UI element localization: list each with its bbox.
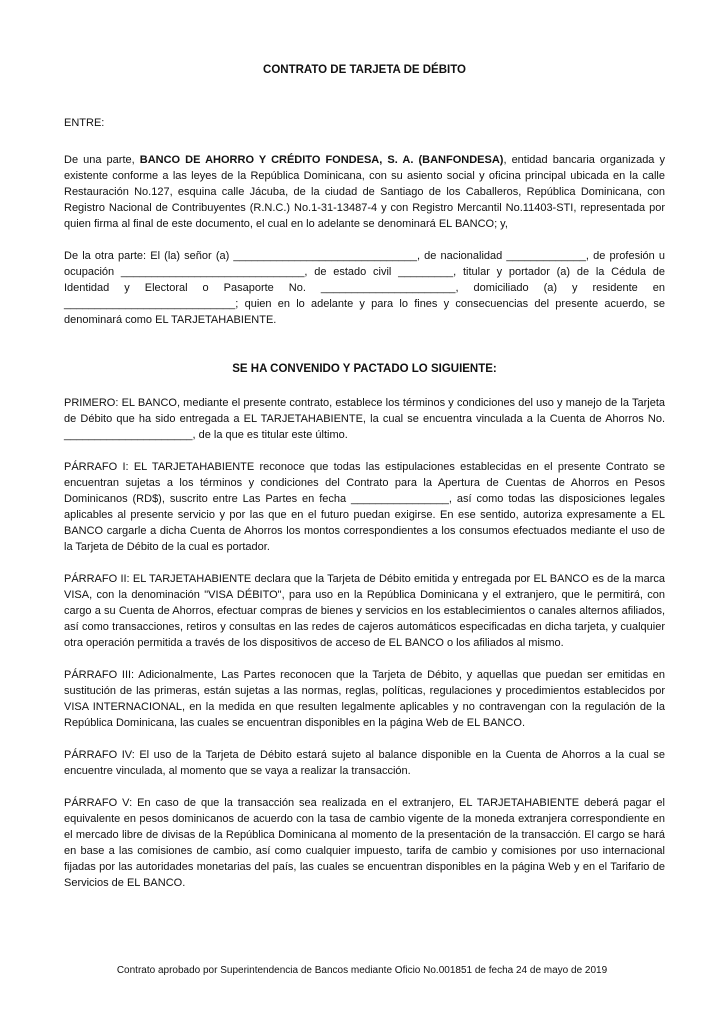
clause-parrafo-iii: PÁRRAFO III: Adicionalmente, Las Partes reconocen que la Tarjeta de Débito, y aquellas que puedan ser emitidas en sustitución de las primeras, están sujetas a las normas, reglas, políticas, regulaciones y procedimientos establecidos por VISA INTERNACIONAL, en la medida en que resulten legalmente aplicables y no contravengan con la regulación de la República Dominicana, las cuales se encuentran disponibles en la página Web de EL BANCO. [64,669,665,729]
clause-parrafo-ii: PÁRRAFO II: EL TARJETAHABIENTE declara que la Tarjeta de Débito emitida y entregada por EL BANCO es de la marca VISA, con la denominación "VISA DÉBITO", para uso en la República Dominicana y el extranjero, que le permitirá, con cargo a su Cuenta de Ahorros, efectuar compras de bienes y servicios en los establecimientos o canales alternos afiliados, así como transacciones, retiros y consultas en las redes de cajeros automáticos especificadas en dicha tarjeta, y cualquier otra operación permitida a través de los dispositivos de acceso de EL BANCO o los afiliados al mismo. [64,573,665,649]
approval-footer: Contrato aprobado por Superintendencia de Bancos mediante Oficio No.001851 de fecha 24 de mayo de 2019 [116,965,608,976]
party-bank-paragraph [64,152,665,232]
agreement-heading: SE HA CONVENIDO Y PACTADO LO SIGUIENTE: [232,363,497,375]
clause-parrafo-iv: PÁRRAFO IV: El uso de la Tarjeta de Débito estará sujeto al balance disponible en la Cuenta de Ahorros a la cual se encuentre vinculada, al momento que se vaya a realizar la transacción. [64,749,665,777]
entre-label: ENTRE: [64,117,105,129]
clause-parrafo-v: PÁRRAFO V: En caso de que la transacción sea realizada en el extranjero, EL TARJETAHABIENTE deberá pagar el equivalente en pesos dominicanos de acuerdo con la tasa de cambio vigente de la moneda extranjera correspondiente en el mercado libre de divisas de la República Dominicana al momento de la presentación de la transacción. El cargo se hará en base a las comisiones de cambio, así como cualquier impuesto, tarifa de cambio y comisiones por uso internacional fijadas por las autoridades monetarias del país, las cuales se encuentran disponibles en la página Web y en el Tarifario de Servicios de EL BANCO. [64,797,665,889]
clause-parrafo-i: PÁRRAFO I: EL TARJETAHABIENTE reconoce que todas las estipulaciones establecidas en el presente Contrato se encuentran sujetas a los términos y condiciones del Contrato para la Apertura de Cuentas de Ahorros en Pesos Dominicanos (RD$), suscrito entre Las Partes en fecha ________________, así como todas las disposiciones legales aplicables al presente servicio y por las que en el futuro puedan exigirse. En ese sentido, autoriza expresamente a EL BANCO cargarle a dicha Cuenta de Ahorros los montos correspondientes a los consumos efectuados mediante el uso de la Tarjeta de Débito de la cual es portador. [64,461,665,553]
party-cardholder-paragraph: De la otra parte: El (la) señor (a) ______________________________, de nacionalidad _____________, de profesión u ocupación ______________________________, de estado civil _________, titular y portador (a) de la Cédula de Identidad y Electoral o Pasaporte No. ______________________, domiciliado (a) y residente en ____________________________; quien en lo adelante y para lo fines y consecuencias del presente acuerdo, se denominará como EL TARJETAHABIENTE. [64,250,665,326]
contract-body [64,0,665,891]
party-bank-lead: De una parte, [64,154,140,166]
bank-name: BANCO DE AHORRO Y CRÉDITO FONDESA, S. A. (BANFONDESA) [139,154,504,166]
document-title: CONTRATO DE TARJETA DE DÉBITO [263,64,466,76]
clause-primero: PRIMERO: EL BANCO, mediante el presente contrato, establece los términos y condiciones del uso y manejo de la Tarjeta de Débito que ha sido entregada a EL TARJETAHABIENTE, la cual se encuentra vinculada a la Cuenta de Ahorros No. _____________________, de la que es titular este último. [64,397,665,441]
party-bank-rest: , entidad bancaria organizada y existente conforme a las leyes de la República Dominicana, con su asiento social y oficina principal ubicada en la calle Restauración No.127, esquina calle Jácuba, de la ciudad de Santiago de los Caballeros, República Dominicana, con Registro Nacional de Contribuyentes (R.N.C.) No.1-31-13487-4 y con Registro Mercantil No.11403-STI, representada por quien firma al final de este documento, el cual en lo adelante se denominará EL BANCO; y, [64,154,665,230]
